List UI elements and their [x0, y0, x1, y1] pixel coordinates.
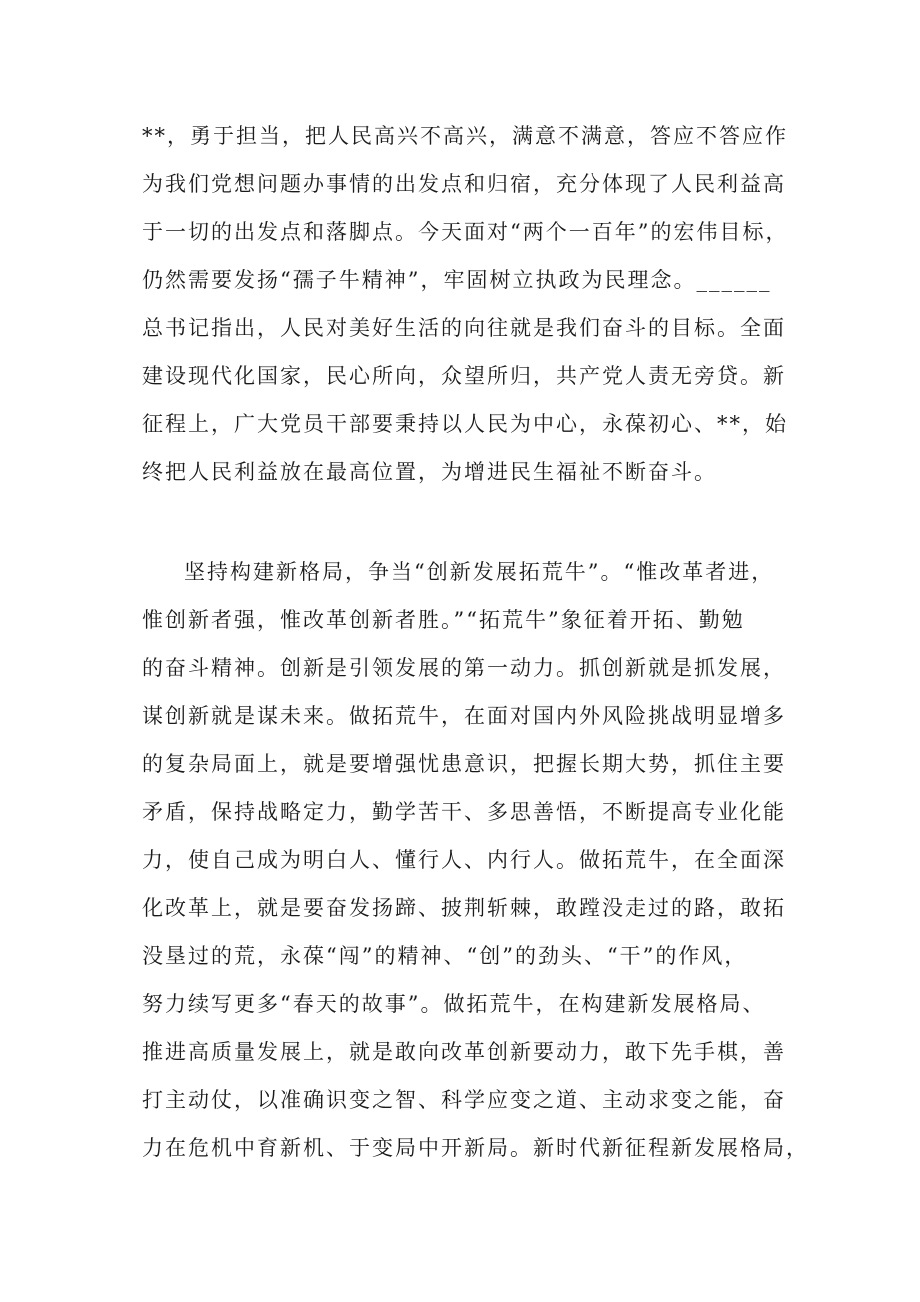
text-line: 推进高质量发展上，就是敢向改革创新要动力，敢下先手棋，善: [142, 1040, 786, 1064]
text-line: 打主动仗，以准确识变之智、科学应变之道、主动求变之能，奋: [142, 1088, 786, 1112]
text-line: 努力续写更多“春天的故事”。做拓荒牛，在构建新发展格局、: [142, 992, 766, 1016]
text-line: 为我们党想问题办事情的出发点和归宿，充分体现了人民利益高: [142, 172, 786, 196]
text-line: 谋创新就是谋未来。做拓荒牛，在面对国内外风险挑战明显增多: [142, 704, 786, 728]
text-line: 的奋斗精神。创新是引领发展的第一动力。抓创新就是抓发展，: [142, 656, 786, 680]
text-line: **，勇于担当，把人民高兴不高兴，满意不满意，答应不答应作: [142, 124, 788, 148]
text-line: 力，使自己成为明白人、懂行人、内行人。做拓荒牛，在全面深: [142, 848, 786, 872]
paragraph-innovation: [142, 548, 809, 1172]
text-line: 仍然需要发扬“孺子牛精神”，牢固树立执政为民理念。______: [142, 268, 772, 292]
text-line: 于一切的出发点和落脚点。今天面对“两个一百年”的宏伟目标，: [142, 220, 789, 244]
text-line: 矛盾，保持战略定力，勤学苦干、多思善悟，不断提高专业化能: [142, 800, 786, 824]
paragraph-people-first: [142, 112, 802, 496]
text-line: 征程上，广大党员干部要秉持以人民为中心，永葆初心、**，始: [142, 412, 788, 436]
text-line: 的复杂局面上，就是要增强忧患意识，把握长期大势，抓住主要: [142, 752, 786, 776]
text-line: 化改革上，就是要奋发扬蹄、披荆斩棘，敢蹚没走过的路，敢拓: [142, 896, 786, 920]
text-line: 没垦过的荒，永葆“闯”的精神、“创”的劲头、“干”的作风，: [142, 944, 748, 968]
text-line: 建设现代化国家，民心所向，众望所归，共产党人责无旁贷。新: [142, 364, 786, 388]
text-line: 总书记指出，人民对美好生活的向往就是我们奋斗的目标。全面: [142, 316, 786, 340]
text-line: 终把人民利益放在最高位置，为增进民生福祉不断奋斗。: [142, 460, 717, 484]
text-line: 惟创新者强，惟改革创新者胜。”“拓荒牛”象征着开拓、勤勉: [142, 608, 745, 632]
text-line: 坚持构建新格局，争当“创新发展拓荒牛”。“惟改革者进，: [184, 560, 775, 584]
text-line: 力在危机中育新机、于变局中开新局。新时代新征程新发展格局，: [142, 1136, 809, 1160]
